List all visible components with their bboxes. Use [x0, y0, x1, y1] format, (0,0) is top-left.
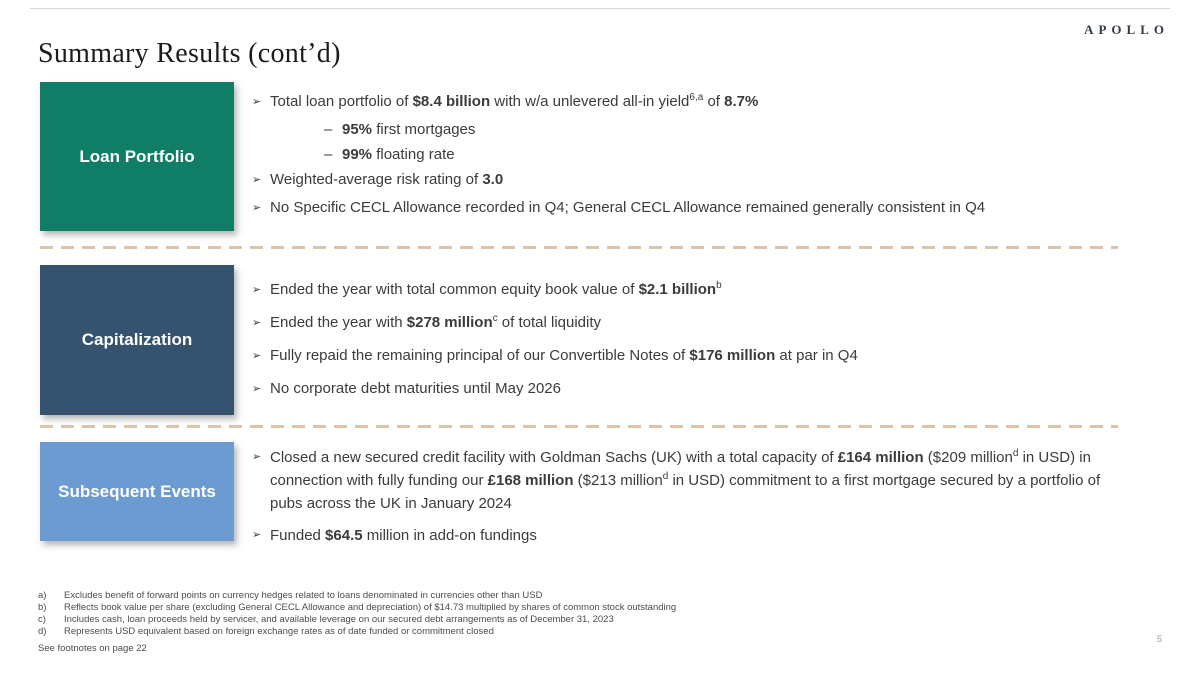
bullet-text [270, 170, 503, 190]
footnote-item [38, 614, 676, 626]
arrow-bullet-marker: ➢ [252, 317, 262, 329]
page-title: Summary Results (cont’d) [38, 38, 341, 69]
footnote-text: Represents USD equivalent based on foreign exchange rates as of date funded or commitment closed [64, 626, 494, 637]
arrow-bullet-marker: ➢ [252, 96, 262, 108]
text-segment: of total liquidity [497, 314, 602, 331]
text-segment: with w/a unlevered all-in yield [490, 93, 690, 110]
text-segment: at par in Q4 [775, 347, 858, 364]
bullet-text [270, 446, 1132, 515]
text-segment: $2.1 billion [638, 281, 717, 298]
bullet-item [252, 379, 1132, 399]
section-label: Subsequent Events [58, 481, 216, 501]
text-segment: c [492, 313, 498, 324]
text-segment: No Specific CECL Allowance recorded in Q4; General CECL Allowance remained generally consistent in Q4 [270, 199, 986, 216]
text-segment: million in add-on fundings [362, 527, 537, 544]
footnote-text: Includes cash, loan proceeds held by servicer, and available leverage on our secured debt arrangements as of December 31, 2023 [64, 614, 614, 625]
text-segment: No corporate debt maturities until May 2026 [270, 380, 561, 397]
sub-bullet-item [324, 145, 1132, 165]
arrow-bullet-marker: ➢ [252, 350, 262, 362]
text-segment: floating rate [372, 146, 455, 163]
footnote-text: Reflects book value per share (excluding General CECL Allowance and depreciation) of $14.73 multiplied by shares of common stock outstanding [64, 602, 677, 613]
bullet-text [270, 524, 537, 547]
footnote-label: b) [38, 602, 47, 613]
footnote-label: a) [38, 590, 47, 601]
bullet-text [270, 346, 858, 366]
footnote-item [38, 602, 676, 614]
text-segment: Total loan portfolio of [270, 93, 413, 110]
top-rule-divider [30, 8, 1170, 9]
bullet-item [252, 313, 1132, 333]
subsequent-events-bullets [252, 442, 1132, 556]
text-segment: first mortgages [372, 121, 476, 138]
bullet-item [252, 524, 1132, 547]
text-segment: Closed a new secured credit facility with Goldman Sachs (UK) with a total capacity of [270, 449, 838, 466]
bullet-text [342, 145, 455, 165]
footnote-page-ref: See footnotes on page 22 [38, 643, 147, 654]
text-segment: $64.5 [325, 527, 363, 544]
text-segment: £164 million [837, 449, 924, 466]
arrow-bullet-marker: ➢ [252, 451, 262, 463]
bullet-item [252, 198, 1132, 218]
arrow-bullet-marker: ➢ [252, 383, 262, 395]
bullet-text [270, 92, 758, 112]
apollo-logo: APOLLO [1084, 22, 1169, 37]
footnote-label: d) [38, 626, 47, 637]
bullet-text [270, 379, 561, 399]
text-segment: in USD) in connection with fully funding our [270, 449, 1091, 489]
section-divider [40, 246, 1118, 249]
bullet-item [252, 170, 1132, 190]
text-segment: b [716, 280, 722, 291]
text-segment: 3.0 [482, 171, 504, 188]
text-segment: in USD) commitment to a first mortgage secured by a portfolio of pubs across the UK in January 2024 [270, 472, 1101, 512]
text-segment: $176 million [689, 347, 776, 364]
section-divider [40, 425, 1118, 428]
text-segment: Weighted-average risk rating of [270, 171, 483, 188]
text-segment: £168 million [487, 472, 574, 489]
page-number: 5 [1156, 634, 1162, 644]
bullet-item [252, 92, 1132, 112]
text-segment: Ended the year with [270, 314, 407, 331]
text-segment: 6,a [689, 92, 704, 103]
text-segment: Fully repaid the remaining principal of our Convertible Notes of [270, 347, 690, 364]
bullet-text [270, 313, 601, 333]
loan-portfolio-bullets [252, 82, 1132, 226]
footnote-item [38, 626, 676, 638]
section-subsequent-events [40, 442, 1158, 556]
text-segment: of [703, 93, 725, 110]
loan-portfolio-label-box [40, 82, 234, 231]
text-segment: 99% [342, 146, 373, 163]
bullet-text [270, 280, 722, 300]
arrow-bullet-marker: ➢ [252, 529, 262, 541]
capitalization-bullets [252, 265, 1132, 412]
section-label: Capitalization [81, 330, 193, 349]
text-segment: $8.4 billion [412, 93, 491, 110]
footnote-text: Excludes benefit of forward points on currency hedges related to loans denominated in currencies other than USD [64, 590, 543, 601]
footnote-label: c) [38, 614, 46, 625]
text-segment: 95% [342, 121, 373, 138]
sub-bullet-item [324, 120, 1132, 140]
section-label: Loan Portfolio [79, 146, 195, 166]
text-segment: d [1012, 448, 1019, 459]
bullet-text [270, 198, 985, 218]
capitalization-label-box [40, 265, 234, 415]
arrow-bullet-marker: ➢ [252, 174, 262, 186]
bullet-text [342, 120, 475, 140]
bullet-item [252, 280, 1132, 300]
subsequent-events-label-box [40, 442, 234, 541]
dash-bullet-marker: – [324, 121, 333, 138]
text-segment: 8.7% [724, 93, 759, 110]
footnote-item [38, 590, 676, 602]
section-loan-portfolio [40, 82, 1158, 231]
dash-bullet-marker: – [324, 146, 333, 163]
text-segment: ($209 million [923, 449, 1013, 466]
footnotes [38, 590, 676, 655]
bullet-item [252, 446, 1132, 515]
arrow-bullet-marker: ➢ [252, 284, 262, 296]
text-segment: ($213 million [573, 472, 663, 489]
text-segment: $278 million [406, 314, 493, 331]
text-segment: d [662, 471, 669, 482]
section-capitalization [40, 265, 1158, 415]
bullet-item [252, 346, 1132, 366]
text-segment: Funded [270, 527, 326, 544]
arrow-bullet-marker: ➢ [252, 202, 262, 214]
text-segment: Ended the year with total common equity book value of [270, 281, 639, 298]
